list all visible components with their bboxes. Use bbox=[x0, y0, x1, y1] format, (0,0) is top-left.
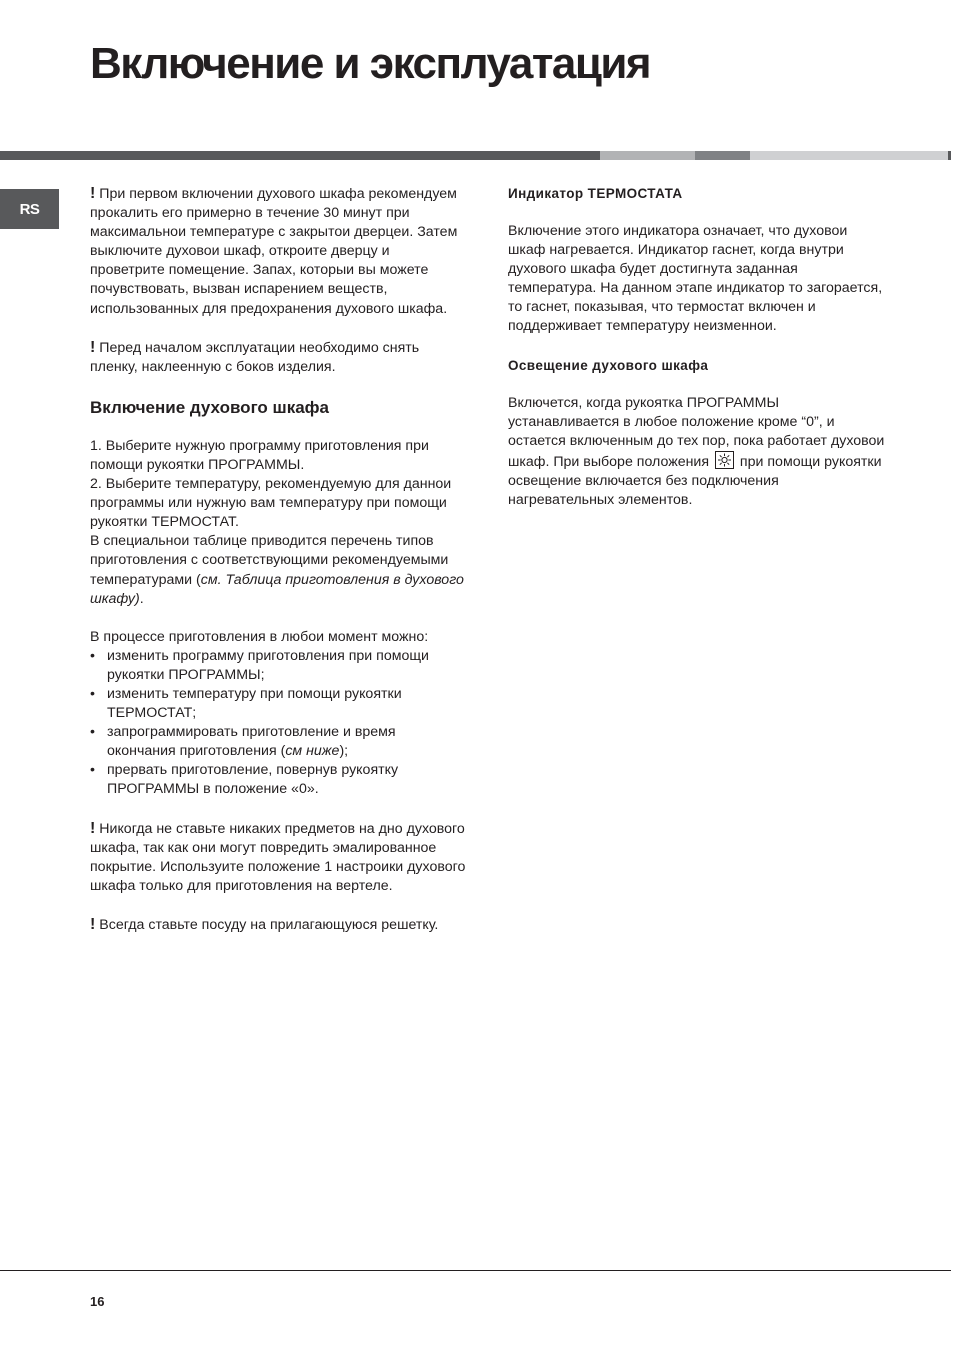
table-reference: В специальнои таблице приводится перечень типов приготовления с соответствующими рекомендуемыми температурами (см. Таблица приготовления в духового шкафу). bbox=[90, 533, 464, 607]
language-tab-label: RS bbox=[19, 200, 40, 218]
header-bar-end bbox=[948, 151, 951, 160]
warning-mark: ! bbox=[90, 185, 96, 202]
page-number: 16 bbox=[90, 1294, 105, 1309]
list-item: • изменить программу приготовления при помощи рукоятки ПРОГРАММЫ; bbox=[90, 647, 429, 683]
lamp-icon bbox=[715, 451, 734, 469]
list-item: • прервать приготовление, повернув рукоятку ПРОГРАММЫ в положение «0». bbox=[90, 762, 399, 798]
header-bar-segment-pale bbox=[750, 151, 948, 160]
warning-mark: ! bbox=[90, 338, 96, 356]
header-bar-segment-mid bbox=[695, 151, 750, 160]
header-bar-segment-light bbox=[600, 151, 695, 160]
step-1: 1. Выберите нужную программу приготовления при помощи рукоятки ПРОГРАММЫ. bbox=[90, 437, 429, 473]
left-column bbox=[90, 184, 468, 935]
language-tab bbox=[0, 189, 59, 229]
note-use-rack: ! Всегда ставьте посуду на прилагающуюся решетку. bbox=[90, 915, 439, 933]
list-item: • запрограммировать приготовление и время окончания приготовления (см ниже); bbox=[90, 724, 396, 760]
right-column bbox=[508, 184, 888, 510]
list-item: • изменить температуру при помощи рукоятки ТЕРМОСТАТ; bbox=[90, 685, 402, 722]
during-cooking-list bbox=[90, 647, 468, 800]
warning-mark: ! bbox=[90, 915, 96, 933]
section-heading-oven-light: Освещение духового шкафа bbox=[508, 357, 709, 373]
table-link-text: см. Таблица приготовления в духового шкафу) bbox=[90, 571, 464, 607]
section-heading-oven-on: Включение духового шкафа bbox=[90, 397, 329, 417]
page-title: Включение и эксплуатация bbox=[90, 39, 651, 88]
step-2: 2. Выберите температуру, рекомендуемую для даннои программы или нужную вам температуру при помощи рукоятки ТЕРМОСТАТ. bbox=[90, 476, 452, 531]
during-cooking-intro: В процессе приготовления в любои момент можно: bbox=[90, 628, 429, 645]
header-bar-segment-dark bbox=[0, 151, 600, 160]
warning-mark: ! bbox=[90, 819, 96, 837]
footer-rule bbox=[0, 1270, 951, 1271]
note-remove-film: ! Перед началом эксплуатации необходимо снять пленку, наклеенную с боков изделия. bbox=[90, 338, 420, 375]
note-first-use: ! При первом включении духового шкафа рекомендуем прокалить его примерно в течение 30 минут при максимальнои температуре с закрытои дверцеи. Затем выключите духовои шкаф, откроите дверцу и проветрите помещение. Запах, которыи вы можете почувствовать, вызван испарением веществ, использованных для предохранения духового шкафа. bbox=[90, 185, 458, 317]
oven-light-text: Включется, когда рукоятка ПРОГРАММЫ устанавливается в любое положение кроме “0”, и остается включенным до тех пор, пока работает духовои шкаф. При выборе положения при помощи рукоятки освещение включается без подключения нагревательных элементов. bbox=[508, 394, 885, 509]
note-oven-bottom: ! Никогда не ставьте никаких предметов на дно духового шкафа, так как они могут повредить эмалированное покрытие. Используите положение 1 настроики духового шкафа только для приготовления на вертеле. bbox=[90, 819, 466, 894]
section-heading-thermostat-indicator: Индикатор ТЕРМОСТАТА bbox=[508, 186, 683, 201]
thermostat-indicator-text: Включение этого индикатора означает, что духовои шкаф нагревается. Индикатор гаснет, когда внутри духового шкафа будет достигнута заданная температура. На данном этапе индикатор то загорается, то гаснет, показывая, что термостат включен и поддерживает температуру неизменнои. bbox=[508, 223, 883, 335]
